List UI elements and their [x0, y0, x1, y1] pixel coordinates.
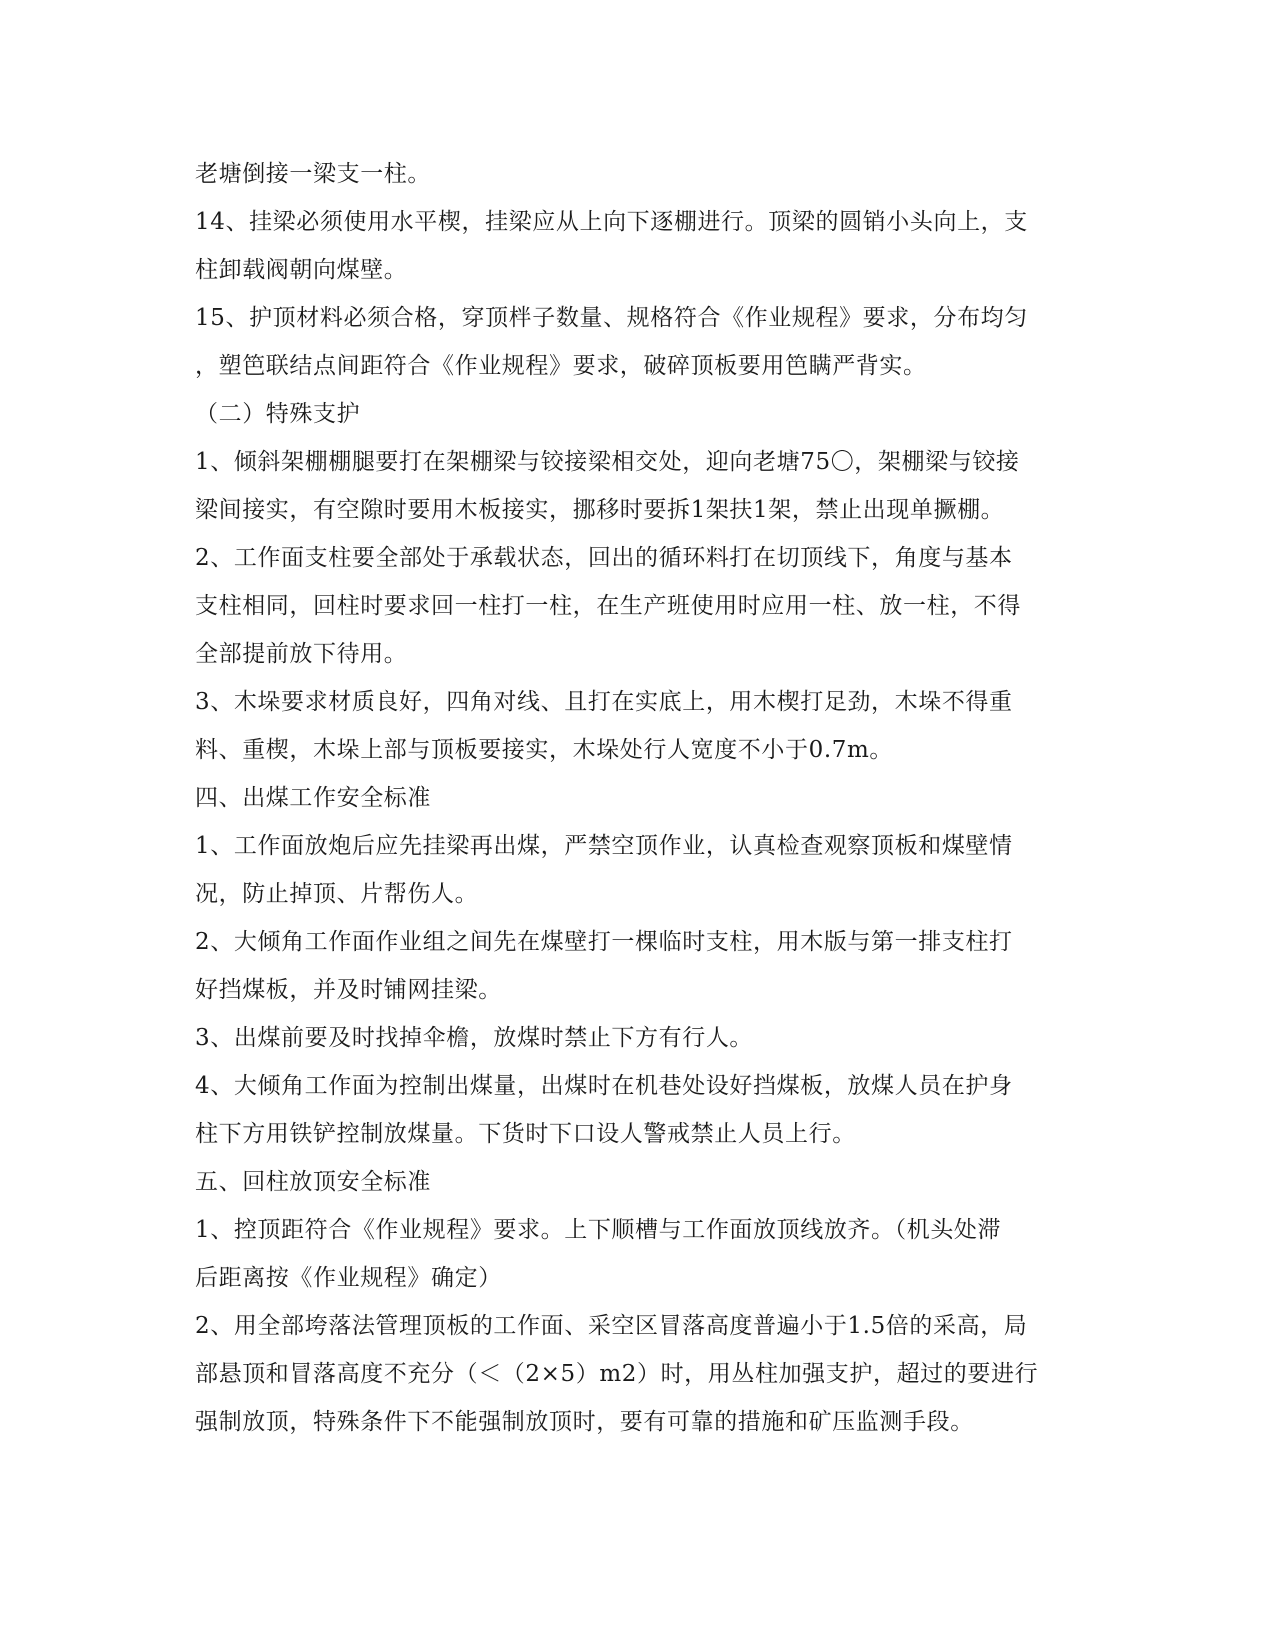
text-line: 15、护顶材料必须合格，穿顶柈子数量、规格符合《作业规程》要求，分布均匀 — [195, 305, 1028, 331]
text-line: 1、工作面放炮后应先挂梁再出煤，严禁空顶作业，认真检查观察顶板和煤壁情 — [195, 833, 1013, 859]
text-line: 3、出煤前要及时找掉伞檐，放煤时禁止下方有行人。 — [195, 1025, 754, 1051]
text-line: 部悬顶和冒落高度不充分（＜（2×5）m2）时，用丛柱加强支护，超过的要进行 — [195, 1361, 1039, 1387]
section-heading: （二）特殊支护 — [195, 401, 361, 427]
text-line: 2、工作面支柱要全部处于承载状态，回出的循环料打在切顶线下，角度与基本 — [195, 545, 1013, 571]
text-line: 2、用全部垮落法管理顶板的工作面、采空区冒落高度普遍小于1.5倍的采高，局 — [195, 1313, 1028, 1339]
text-line: 好挡煤板，并及时铺网挂梁。 — [195, 977, 502, 1003]
text-line: 梁间接实，有空隙时要用木板接实，挪移时要拆1架扶1架，禁止出现单撅棚。 — [195, 497, 1005, 523]
text-line: 支柱相同，回柱时要求回一柱打一柱，在生产班使用时应用一柱、放一柱，不得 — [195, 593, 1021, 619]
section-heading: 五、回柱放顶安全标准 — [195, 1169, 431, 1195]
text-line: 柱卸载阀朝向煤壁。 — [195, 257, 408, 283]
document-body — [195, 150, 1075, 1446]
text-line: 后距离按《作业规程》确定） — [195, 1265, 502, 1291]
text-line: 全部提前放下待用。 — [195, 641, 408, 667]
text-line: 1、控顶距符合《作业规程》要求。上下顺槽与工作面放顶线放齐。（机头处滞 — [195, 1217, 1002, 1243]
text-line: 老塘倒接一梁支一柱。 — [195, 161, 431, 187]
text-line: 4、大倾角工作面为控制出煤量，出煤时在机巷处设好挡煤板，放煤人员在护身 — [195, 1073, 1013, 1099]
section-heading: 四、出煤工作安全标准 — [195, 785, 431, 811]
text-line: 1、倾斜架棚棚腿要打在架棚梁与铰接梁相交处，迎向老塘75〇，架棚梁与铰接 — [195, 449, 1020, 475]
text-line: 2、大倾角工作面作业组之间先在煤壁打一棵临时支柱，用木版与第一排支柱打 — [195, 929, 1013, 955]
text-line: 料、重楔，木垛上部与顶板要接实，木垛处行人宽度不小于0.7m。 — [195, 737, 893, 763]
text-line: 3、木垛要求材质良好，四角对线、且打在实底上，用木楔打足劲，木垛不得重 — [195, 689, 1013, 715]
text-line: ，塑笆联结点间距符合《作业规程》要求，破碎顶板要用笆瞒严背实。 — [195, 353, 927, 379]
text-line: 强制放顶，特殊条件下不能强制放顶时，要有可靠的措施和矿压监测手段。 — [195, 1409, 974, 1435]
text-line: 柱下方用铁铲控制放煤量。下货时下口设人警戒禁止人员上行。 — [195, 1121, 856, 1147]
text-line: 14、挂梁必须使用水平楔，挂梁应从上向下逐棚进行。顶梁的圆销小头向上，支 — [195, 209, 1028, 235]
text-line: 况，防止掉顶、片帮伤人。 — [195, 881, 479, 907]
